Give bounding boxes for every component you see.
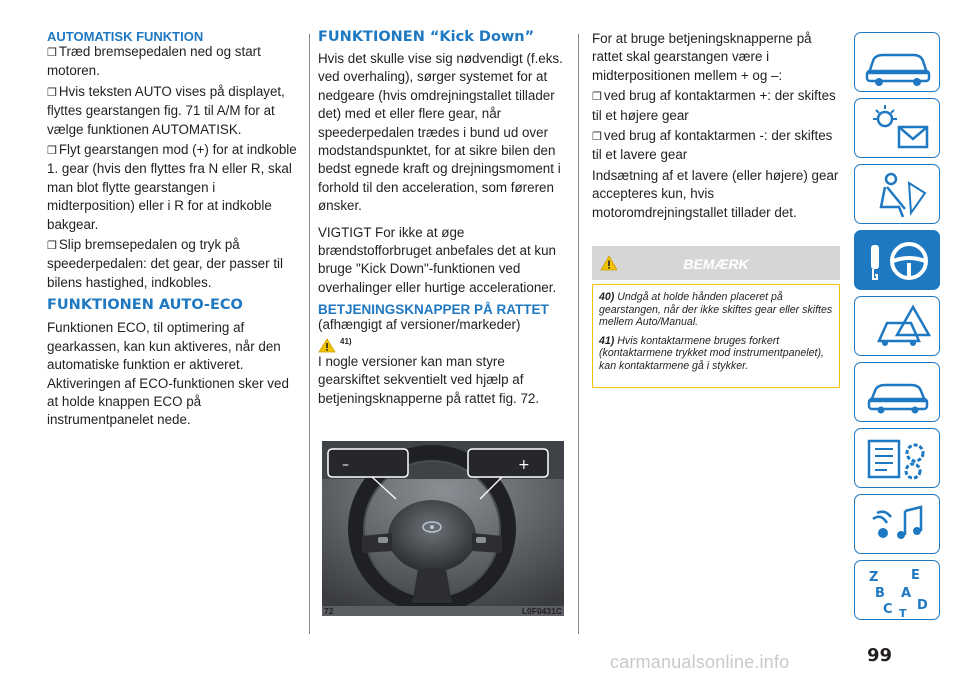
paragraph-steering-controls: I nogle versioner kan man styre gearskiftet sekventielt ved hjælp af betjeningsknapperne på rattet fig. 72. — [318, 353, 540, 406]
multimedia-icon — [855, 495, 941, 555]
heading-steering-controls: BETJENINGSKNAPPER PÅ RATTET — [318, 302, 549, 318]
tab-dashboard[interactable] — [854, 32, 940, 92]
steering-wheel-illustration — [322, 441, 564, 606]
note-item — [599, 291, 833, 329]
list-item: ❐ Træd bremsepedalen ned og start motoren. — [47, 43, 299, 81]
paragraph-important: VIGTIGT For ikke at øge brændstofforbruget anbefales det at kun bruge "Kick Down"-funktionen ved overhalinger eller hurtige accelerationer. — [318, 224, 557, 295]
paragraph-kick-down: Hvis det skulle vise sig nødvendigt (f.eks. ved overhaling), sørger systemet for at nedgeare (hvis omdrejningstallet tillader det) med et eller flere gear, når speederpedalen trædes i bund ud over modstandspunktet, for at sikre bilen den bedst egnede kraft og drejningsmoment i forhold til den acceleration, som føreren ønsker. — [318, 51, 563, 214]
steering-wheel-key-icon — [855, 231, 941, 291]
index-letter: A — [901, 586, 912, 601]
tab-starting-driving[interactable] — [854, 230, 940, 290]
warning-icon — [318, 338, 336, 353]
column-divider — [309, 34, 310, 634]
hazard-triangle-icon — [855, 297, 941, 357]
heading-kick-down: FUNKTIONEN “Kick Down” — [318, 29, 535, 45]
list-item: ❐ ved brug af kontaktarmen -: der skiftes til et lavere gear — [592, 127, 840, 165]
note-title: BEMÆRK — [683, 256, 749, 273]
subheading-versions: (afhængigt af versioner/markeder) — [318, 317, 521, 333]
paragraph-gear-acceptance: Indsætning af et lavere (eller højere) gear accepteres kun, hvis motoromdrejningstallet tillader det. — [592, 167, 839, 220]
watermark: carmanualsonline.info — [610, 652, 790, 672]
page-number: 99 — [867, 645, 893, 666]
list-item: ❐ Slip bremsepedalen og tryk på speederpedalen: det gear, der passer til bilens hastighed, indkobles. — [47, 236, 299, 292]
svg-text:+: + — [518, 457, 530, 473]
index-letter: T — [899, 607, 907, 620]
warning-lights-icon — [855, 99, 941, 159]
seat-belt-icon — [855, 165, 941, 225]
list-item: ❐ Flyt gearstangen mod (+) for at indkoble 1. gear (hvis den flyttes fra N eller R, skal man blot flytte gearstangen i midterposition) eller i R for at indkoble bakgear. — [47, 141, 299, 234]
note-box — [592, 284, 840, 388]
tab-multimedia[interactable] — [854, 494, 940, 554]
index-letter: C — [883, 602, 893, 617]
index-letters-icon — [855, 561, 941, 621]
specifications-gear-icon — [855, 429, 941, 489]
list-item: ❐ ved brug af kontaktarmen +: der skiftes til et højere gear — [592, 87, 840, 125]
index-letter: E — [911, 568, 920, 583]
note-number: 40) — [599, 291, 615, 304]
column-2 — [318, 30, 568, 410]
note-text: Undgå at holde hånden placeret på gearstangen, når der ikke skiftes gear eller skiftes mellem Auto/Manual. — [599, 291, 833, 329]
paragraph-steering-intro: For at bruge betjeningsknapperne på rattet skal gearstangen være i midterpositionen mellem + og –: — [592, 31, 812, 83]
column-1 — [47, 30, 299, 432]
paragraph-auto-eco: Funktionen ECO, til optimering af gearkassen, kan kun aktiveres, når den automatiske funktion er aktiveret. Aktiveringen af ECO-funktionen sker ved at holde knappen ECO på instrumentpanelet nede. — [47, 320, 289, 428]
figure-steering-wheel — [322, 441, 564, 616]
figure-code: L0F0431C — [521, 606, 562, 616]
tab-index[interactable] — [854, 560, 940, 620]
reference-number: 41) — [340, 336, 352, 346]
figure-number: 72 — [324, 606, 334, 616]
tab-emergency[interactable] — [854, 296, 940, 356]
note-item — [599, 335, 833, 373]
note-header — [592, 246, 840, 280]
column-3 — [592, 30, 840, 388]
warning-reference — [318, 337, 568, 353]
note-text: Hvis kontaktarmene bruges forkert (kontaktarmene trykket mod instrumentpanelet), kan kontaktarmene gå i stykker. — [599, 334, 824, 373]
tab-maintenance[interactable] — [854, 362, 940, 422]
note-number: 41) — [599, 334, 615, 347]
index-letter: Z — [869, 570, 879, 585]
tab-technical-data[interactable] — [854, 428, 940, 488]
index-letter: D — [917, 598, 928, 613]
tab-safety[interactable] — [854, 164, 940, 224]
heading-automatic-function: AUTOMATISK FUNKTION — [47, 29, 204, 44]
car-icon — [855, 33, 941, 93]
index-letter: B — [875, 586, 885, 601]
column-divider — [578, 34, 579, 634]
svg-text:–: – — [342, 457, 349, 473]
heading-auto-eco: FUNKTIONEN AUTO-ECO — [47, 297, 243, 314]
list-item: ❐ Hvis teksten AUTO vises på displayet, flyttes gearstangen fig. 71 til A/M for at vælge funktionen AUTOMATISK. — [47, 83, 299, 139]
tab-warning-lights[interactable] — [854, 98, 940, 158]
car-service-icon — [855, 363, 941, 423]
